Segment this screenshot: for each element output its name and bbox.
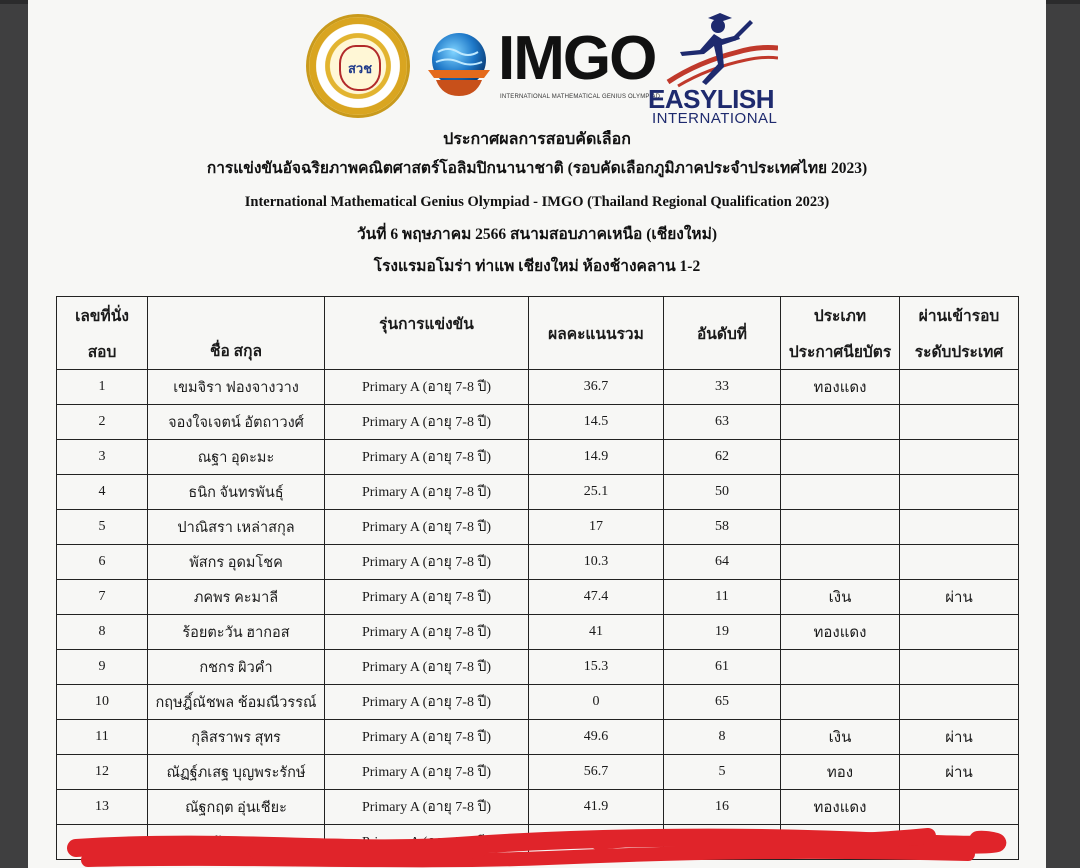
seal-lettering: สวช [339, 45, 381, 91]
cell-name: ณฐา อุดะมะ [148, 440, 325, 475]
header-pass-line1: ผ่านเข้ารอบ [918, 307, 1000, 325]
cell-pass: ผ่าน [900, 580, 1019, 615]
cell-rank: 50 [664, 475, 781, 510]
cell-score: 47.4 [529, 580, 664, 615]
header-pass-line2: ระดับประเทศ [914, 343, 1004, 361]
cell-category: Primary A (อายุ 7-8 ปี) [325, 720, 529, 755]
header-pass [900, 297, 1019, 370]
heading-line-3: International Mathematical Genius Olympiad - IMGO (Thailand Regional Qualification 2023) [244, 194, 830, 210]
cell-name: ณัฐกฤต อุ่นเชียะ [148, 790, 325, 825]
header-name-label: ชื่อ สกุล [209, 343, 263, 360]
table-row [57, 790, 1019, 825]
cell-award: ทองแดง [781, 790, 900, 825]
cell-pass [900, 615, 1019, 650]
cell-rank [664, 825, 781, 860]
cell-seat: 4 [57, 475, 148, 510]
cell-pass [900, 825, 1019, 860]
cell-score: 41.9 [529, 790, 664, 825]
announcement-heading [28, 126, 1046, 282]
header-award-line2: ประกาศนียบัตร [788, 343, 892, 361]
cell-category: Primary A (อายุ 7-8 ปี) [325, 370, 529, 405]
document-page [28, 0, 1046, 868]
cell-award [781, 685, 900, 720]
cell-name: ปาณิสรา เหล่าสกุล [148, 510, 325, 545]
cell-category: Primary A (อายุ 7-8 ปี) [325, 510, 529, 545]
cell-score: 14.9 [529, 440, 664, 475]
cell-award: ทองแดง [781, 615, 900, 650]
cell-name: กุลิสราพร สุทร [148, 720, 325, 755]
cell-name: กชกร ผิวคำ [148, 650, 325, 685]
table-row [57, 475, 1019, 510]
table-row [57, 825, 1019, 860]
cell-award [781, 545, 900, 580]
cell-pass [900, 790, 1019, 825]
heading-line-2: การแข่งขันอัจฉริยภาพคณิตศาสตร์โอลิมปิกนานาชาติ (รอบคัดเลือกภูมิภาคประจำประเทศไทย 2023) [206, 160, 868, 177]
header-seat-line2: สอบ [87, 343, 117, 361]
table-row [57, 440, 1019, 475]
cell-seat: 5 [57, 510, 148, 545]
cell-seat: 10 [57, 685, 148, 720]
table-row [57, 510, 1019, 545]
cell-seat: 3 [57, 440, 148, 475]
cell-category: Primary A (อายุ 7-8 ปี) [325, 545, 529, 580]
cell-award [781, 510, 900, 545]
heading-line-1: ประกาศผลการสอบคัดเลือก [443, 131, 631, 148]
cell-award [781, 475, 900, 510]
cell-category: Primary A (อายุ 7-8 ปี) [325, 825, 529, 860]
table-row [57, 615, 1019, 650]
cell-score: 41 [529, 615, 664, 650]
cell-rank: 62 [664, 440, 781, 475]
cell-seat: 9 [57, 650, 148, 685]
cell-seat: 13 [57, 790, 148, 825]
table-row [57, 720, 1019, 755]
header-seat [57, 297, 148, 370]
cell-seat: 12 [57, 755, 148, 790]
cell-award [781, 650, 900, 685]
cell-rank: 63 [664, 405, 781, 440]
cell-score: 15.3 [529, 650, 664, 685]
cell-score: 14.5 [529, 405, 664, 440]
logo-row [28, 8, 1046, 128]
cell-name: ธนิก จันทรพันธุ์ [148, 475, 325, 510]
table-row [57, 755, 1019, 790]
cell-category: Primary A (อายุ 7-8 ปี) [325, 755, 529, 790]
cell-category: Primary A (อายุ 7-8 ปี) [325, 650, 529, 685]
cell-pass [900, 440, 1019, 475]
cell-score: 25.1 [529, 475, 664, 510]
header-rank-label: อันดับที่ [696, 325, 748, 343]
cell-category: Primary A (อายุ 7-8 ปี) [325, 475, 529, 510]
cell-category: Primary A (อายุ 7-8 ปี) [325, 685, 529, 720]
cell-category: Primary A (อายุ 7-8 ปี) [325, 405, 529, 440]
cell-seat: 11 [57, 720, 148, 755]
cell-rank: 65 [664, 685, 781, 720]
cell-name: ณัฐกฤสา [148, 825, 325, 860]
table-row [57, 405, 1019, 440]
cell-seat: 7 [57, 580, 148, 615]
header-name [148, 297, 325, 370]
table-header-row [57, 297, 1019, 370]
cell-seat: 2 [57, 405, 148, 440]
cell-award [781, 825, 900, 860]
table-row [57, 650, 1019, 685]
cell-rank: 11 [664, 580, 781, 615]
cell-category: Primary A (อายุ 7-8 ปี) [325, 790, 529, 825]
header-category-label: รุ่นการแข่งขัน [379, 316, 474, 333]
table-row [57, 580, 1019, 615]
cell-pass: ผ่าน [900, 755, 1019, 790]
cell-pass [900, 405, 1019, 440]
table-body [57, 370, 1019, 860]
cell-seat: 6 [57, 545, 148, 580]
cell-seat: 8 [57, 615, 148, 650]
cell-score: 56.7 [529, 755, 664, 790]
cell-name: กฤษฎิ์ณัชพล ช้อมณีวรรณ์ [148, 685, 325, 720]
graduate-figure-icon [648, 12, 778, 92]
header-seat-line1: เลขที่นั่ง [75, 307, 129, 325]
easylish-subtitle: INTERNATIONAL [652, 110, 778, 127]
cell-name: เขมจิรา ฟองจางวาง [148, 370, 325, 405]
cell-award: ทองแดง [781, 370, 900, 405]
cell-award: เงิน [781, 720, 900, 755]
cell-score: 49.6 [529, 720, 664, 755]
header-score-label: ผลคะแนนรวม [548, 325, 644, 343]
table-row [57, 370, 1019, 405]
cell-pass [900, 475, 1019, 510]
header-award [781, 297, 900, 370]
cell-rank: 16 [664, 790, 781, 825]
cell-rank: 64 [664, 545, 781, 580]
header-category [325, 297, 529, 370]
cell-seat [57, 825, 148, 860]
cell-pass [900, 650, 1019, 685]
cell-name: ร้อยตะวัน ฮากอส [148, 615, 325, 650]
header-rank [664, 297, 781, 370]
heading-line-4: วันที่ 6 พฤษภาคม 2566 สนามสอบภาคเหนือ (เชียงใหม่) [356, 226, 718, 243]
organization-seal-logo [306, 14, 410, 118]
cell-pass [900, 685, 1019, 720]
cell-rank: 33 [664, 370, 781, 405]
cell-score: 36.7 [529, 370, 664, 405]
cell-name: ณัฏฐ์ภเสฐ บุญพระรักษ์ [148, 755, 325, 790]
cell-pass: ผ่าน [900, 720, 1019, 755]
imgo-subtitle: INTERNATIONAL MATHEMATICAL GENIUS OLYMPIAD [500, 94, 661, 100]
cell-rank: 61 [664, 650, 781, 685]
heading-line-5: โรงแรมอโมร่า ท่าแพ เชียงใหม่ ห้องช้างคลาน 1-2 [373, 258, 701, 275]
cell-award: ทอง [781, 755, 900, 790]
cell-name: ภคพร คะมาลี [148, 580, 325, 615]
table-row [57, 685, 1019, 720]
cell-score: 50 [529, 825, 664, 860]
cell-award: เงิน [781, 580, 900, 615]
cell-rank: 58 [664, 510, 781, 545]
cell-category: Primary A (อายุ 7-8 ปี) [325, 615, 529, 650]
cell-pass [900, 545, 1019, 580]
cell-pass [900, 370, 1019, 405]
table-row [57, 545, 1019, 580]
cell-rank: 8 [664, 720, 781, 755]
cell-score: 10.3 [529, 545, 664, 580]
cell-score: 0 [529, 685, 664, 720]
cell-pass [900, 510, 1019, 545]
cell-category: Primary A (อายุ 7-8 ปี) [325, 440, 529, 475]
cell-score: 17 [529, 510, 664, 545]
cell-seat: 1 [57, 370, 148, 405]
header-score [529, 297, 664, 370]
easylish-wordmark: EASYLISH [648, 84, 775, 114]
cell-award [781, 440, 900, 475]
cell-name: จองใจเจตน์ อัตถาวงศ์ [148, 405, 325, 440]
cell-rank: 19 [664, 615, 781, 650]
results-table [56, 296, 1019, 860]
globe-icon [424, 30, 494, 100]
cell-category: Primary A (อายุ 7-8 ปี) [325, 580, 529, 615]
header-award-line1: ประเภท [813, 307, 867, 325]
cell-rank: 5 [664, 755, 781, 790]
imgo-wordmark: IMGO [498, 24, 656, 93]
cell-name: พัสกร อุดมโชค [148, 545, 325, 580]
cell-award [781, 405, 900, 440]
